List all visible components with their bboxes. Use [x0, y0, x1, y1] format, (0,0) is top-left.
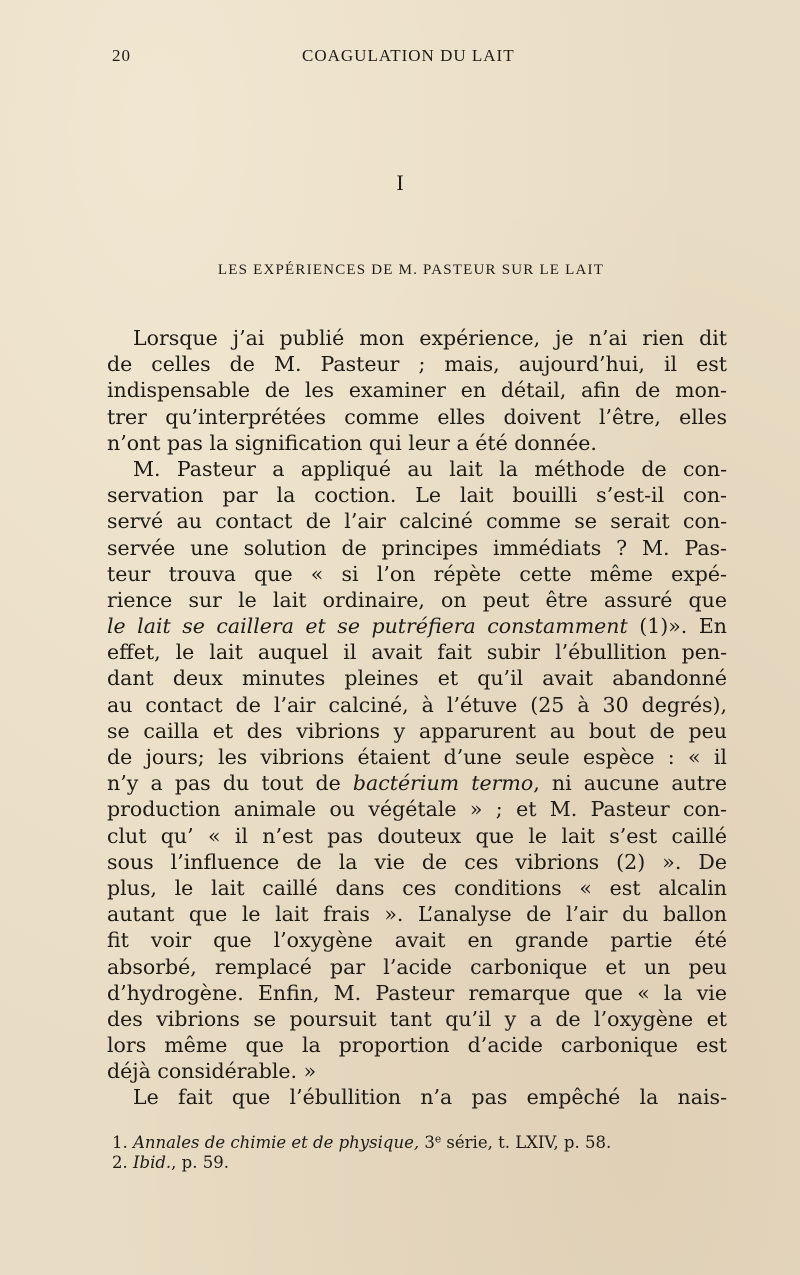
- footnote-series-sup: e: [434, 1132, 442, 1146]
- text-line: autant que le lait frais ». L’analyse de l’air du ballon: [107, 902, 727, 927]
- footnotes: [112, 1133, 724, 1173]
- text-line: [107, 770, 727, 796]
- text-line: lors même que la proportion d’acide carbonique est: [107, 1033, 727, 1058]
- footnote-detail: série, t. LXIV, p. 58.: [441, 1133, 612, 1152]
- text-line: servé au contact de l’air calciné comme se serait con-: [107, 509, 727, 534]
- text-line: teur trouva que « si l’on répète cette même expé-: [107, 561, 727, 586]
- running-title: COAGULATION DU LAIT: [302, 46, 515, 65]
- footnote-ref: (1)». En: [627, 614, 727, 639]
- page-number: 20: [112, 46, 131, 65]
- text-line: de celles de M. Pasteur ; mais, aujourd’hui, il est: [107, 352, 727, 377]
- text-line: trer qu’interprétées comme elles doivent l’être, elles: [107, 404, 727, 429]
- italic-term: bactérium termo: [352, 771, 534, 796]
- footnote-number: 2.: [112, 1153, 128, 1172]
- text-line: absorbé, remplacé par l’acide carbonique et un peu: [107, 954, 727, 979]
- footnote-detail: , p. 59.: [171, 1153, 229, 1172]
- text-line: sous l’influence de la vie de ces vibrions (2) ». De: [107, 849, 727, 874]
- body-text: [107, 325, 727, 1111]
- text-line: M. Pasteur a appliqué au lait la méthode de con-: [133, 456, 727, 481]
- text-line: clut qu’ « il n’est pas douteux que le lait s’est caillé: [107, 823, 727, 848]
- text-line: des vibrions se poursuit tant qu’il y a de l’oxygène et: [107, 1006, 727, 1031]
- italic-quote: le lait se caillera et se putréfiera constamment: [107, 614, 628, 639]
- footnote-source: Annales de chimie et de physique,: [133, 1133, 420, 1152]
- text-line: dant deux minutes pleines et qu’il avait abandonné: [107, 666, 727, 691]
- footnote: [112, 1133, 724, 1153]
- footnote-number: 1.: [112, 1133, 128, 1152]
- footnote-series: 3: [424, 1133, 435, 1152]
- text-line: rience sur le lait ordinaire, on peut être assuré que: [107, 587, 727, 612]
- footnote-source: Ibid.: [133, 1153, 172, 1172]
- text-line: déjà considérable. »: [107, 1059, 317, 1084]
- text-segment: , ni aucune autre: [533, 771, 727, 796]
- text-line: production animale ou végétale » ; et M. Pasteur con-: [107, 797, 727, 822]
- text-line: servation par la coction. Le lait bouilli s’est-il con-: [107, 483, 727, 508]
- text-line: Le fait que l’ébullition n’a pas empêché la nais-: [133, 1085, 727, 1110]
- section-title: LES EXPÉRIENCES DE M. PASTEUR SUR LE LAIT: [217, 262, 605, 278]
- text-line: Lorsque j’ai publié mon expérience, je n’ai rien dit: [133, 326, 727, 350]
- text-line: d’hydrogène. Enfin, M. Pasteur remarque que « la vie: [107, 980, 727, 1005]
- text-line: de jours; les vibrions étaient d’une seule espèce : « il: [107, 745, 727, 769]
- text-line: [107, 613, 727, 639]
- text-segment: n’y a pas du tout de: [107, 771, 353, 796]
- text-line: n’ont pas la signification qui leur a été donnée.: [107, 430, 597, 455]
- text-line: fit voir que l’oxygène avait en grande partie été: [107, 928, 727, 953]
- text-line: indispensable de les examiner en détail, afin de mon-: [107, 378, 727, 403]
- section-number: I: [396, 170, 404, 195]
- running-head: [112, 46, 722, 70]
- text-line: plus, le lait caillé dans ces conditions « est alcalin: [107, 875, 727, 900]
- text-line: au contact de l’air calciné, à l’étuve (25 à 30 degrés),: [107, 692, 727, 717]
- footnote: [112, 1153, 724, 1173]
- text-line: servée une solution de principes immédiats ? M. Pas-: [107, 535, 727, 560]
- text-line: effet, le lait auquel il avait fait subir l’ébullition pen-: [107, 640, 727, 665]
- text-line: se cailla et des vibrions y apparurent au bout de peu: [107, 718, 727, 743]
